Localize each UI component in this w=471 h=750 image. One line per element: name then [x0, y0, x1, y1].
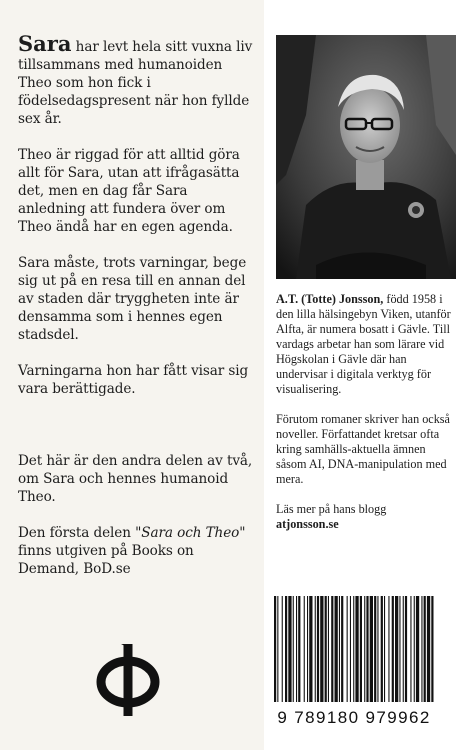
author-portrait-image [276, 35, 456, 279]
author-bio [276, 292, 458, 532]
first-book-title: "Sara och Theo" [135, 525, 246, 541]
isbn-barcode-area [268, 596, 440, 736]
author-bio-paragraph-2: Förutom romaner skriver han också noveller. Författandet kretsar ofta kring samhälls-aktuella ämnen såsom AI, DNA-manipulation med mera. [276, 412, 450, 486]
author-bio-paragraph-1 [276, 292, 458, 397]
author-bio-1: född 1958 i den lilla hälsingebyn Viken, utanför Alfta, är numera bosatt i Gävle. Till vardags arbetar han som lärare vid Högskolan i Gävle där han undervisar i digitala verktyg för visualisering. [276, 292, 451, 396]
author-panel [264, 0, 471, 750]
lead-word: Sara [18, 31, 72, 56]
blog-label: Läs mer på hans blogg [276, 502, 387, 516]
description-paragraph-6 [18, 524, 255, 578]
description-paragraph-1 [18, 31, 255, 128]
lead-rest: har levt hela sitt vuxna liv tillsammans med humanoiden Theo som hon fick i födelsedagspresent när hon fyllde sex år. [18, 39, 253, 127]
author-portrait [276, 35, 456, 279]
author-blog [276, 502, 458, 532]
description-paragraph-4: Varningarna hon har fått visar sig vara berättigade. [18, 363, 249, 397]
barcode-icon [268, 596, 440, 702]
description-paragraph-3: Sara måste, trots varningar, bege sig ut på en resa till en annan del av staden där tryggheten inte är densamma som i hennes egen stadsdel. [18, 255, 247, 343]
p6-text-a: Den första delen [18, 525, 136, 541]
phi-icon [88, 640, 168, 720]
author-name: A.T. (Totte) Jonsson, [276, 292, 384, 306]
p6-text-b: finns utgiven på Books on Demand, BoD.se [18, 543, 194, 577]
description-paragraph-5: Det här är den andra delen av två, om Sara och hennes humanoid Theo. [18, 453, 253, 505]
back-cover-description [18, 31, 255, 596]
blog-link[interactable]: atjonsson.se [276, 517, 339, 531]
description-paragraph-2: Theo är riggad för att alltid göra allt för Sara, utan att ifrågasätta det, men en dag får Sara anledning att fundera över om Theo ändå har en egen agenda. [18, 147, 240, 235]
isbn-number: 9 789180 979962 [277, 708, 431, 727]
